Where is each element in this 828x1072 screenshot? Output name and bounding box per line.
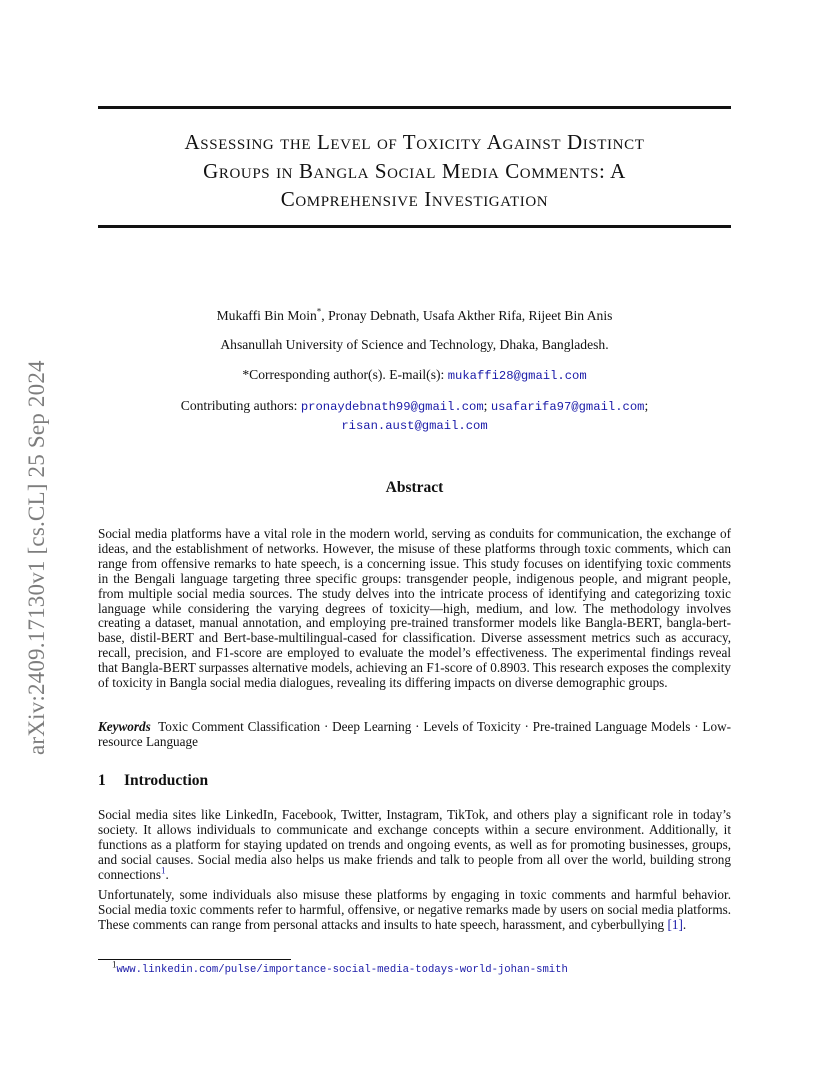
title-line: Groups in Bangla Social Media Comments: A [203, 158, 626, 183]
contributing-email-link[interactable]: pronaydebnath99@gmail.com [300, 400, 484, 414]
author-list [98, 307, 731, 324]
abstract-heading: Abstract [385, 479, 444, 496]
contributing-email-link[interactable]: usafarifa97@gmail.com [490, 400, 645, 414]
title-line: Comprehensive Investigation [280, 187, 549, 211]
corresponding-author [98, 366, 731, 385]
footnote [112, 959, 568, 976]
keywords-text: Toxic Comment Classification · Deep Learning · Levels of Toxicity · Pre-trained Language Models · Low-resource Language [98, 719, 731, 749]
abstract-text: Social media platforms have a vital role in the modern world, serving as conduits for communication, the exchange of ideas, and the establishment of networks. However, the misuse of these platforms through toxic comments, which can range from offensive remarks to hate speech, is a concerning issue. This study focuses on identifying toxic comments in the Bengali language targeting three specific groups: transgender people, indigenous people, and migrant people, from multiple social media sources. The study delves into the intricate process of identifying and categorizing toxic language while considering the varying degrees of toxicity—high, medium, and low. The methodology involves creating a dataset, manual annotation, and employing pre-trained transformer models like Bangla-BERT, bangla-bert-base, distil-BERT and Bert-base-multilingual-cased for classification. Diverse assessment metrics such as accuracy, recall, precision, and F1-score are employed to evaluate the model’s effectiveness. The experimental findings reveal that Bangla-BERT surpasses alternative models, achieving an F1-score of 0.8903. This research exposes the complexity of toxicity in Bangla social media dialogues, revealing its differing impacts on diverse demographic groups. [98, 526, 731, 691]
corresponding-label: *Corresponding author(s). E-mail(s): [242, 367, 448, 382]
affiliation: Ahsanullah University of Science and Technology, Dhaka, Bangladesh. [220, 337, 609, 352]
title-top-rule [98, 106, 731, 109]
footnote-url-link[interactable]: www.linkedin.com/pulse/importance-social-media-todays-world-johan-smith [116, 964, 568, 976]
footnote-ref-link[interactable]: 1 [161, 865, 166, 876]
intro-paragraph-2-end: . [682, 916, 687, 932]
section-heading-introduction [98, 772, 208, 790]
arxiv-stamp-text: arXiv:2409.17130v1 [cs.CL] 25 Sep 2024 [24, 360, 49, 755]
contributing-authors: Contributing authors: pronaydebnath99@gmail.com; usafarifa97@gmail.com; risan.aust@gmail.com [180, 398, 649, 433]
title-bottom-rule [98, 225, 731, 228]
paper-title [98, 128, 731, 214]
keywords [98, 720, 731, 750]
intro-paragraph-1 [98, 808, 731, 883]
intro-paragraph-1-end: . [165, 866, 169, 882]
intro-paragraph-1-text: Social media sites like LinkedIn, Facebook, Twitter, Instagram, TikTok, and others play a significant role in today’s society. It allows individuals to communicate and exchange concepts within a secure environment. Additionally, it functions as a platform for staying updated on trends and ongoing events, as well as for promoting businesses, groups, and social causes. Social media also helps us make friends and talk to people from all over the world, building strong connections [98, 807, 731, 882]
contributing-label: Contributing authors: [180, 398, 301, 413]
intro-paragraph-2 [98, 888, 731, 933]
intro-paragraph-2-text: Unfortunately, some individuals also misuse these platforms by engaging in toxic comments and harmful behavior. Social media toxic comments refer to harmful, offensive, or negative remarks made by users on social media platforms. These comments can range from personal attacks and insults to hate speech, harassment, and cyberbullying [98, 887, 731, 932]
author-rest: , Pronay Debnath, Usafa Akther Rifa, Rijeet Bin Anis [321, 308, 613, 323]
section-number: 1 [98, 772, 106, 789]
footnote-rule [98, 959, 291, 960]
author-first: Mukaffi Bin Moin [216, 308, 317, 323]
footnote-mark: 1 [112, 959, 117, 970]
citation-link[interactable]: [1] [667, 916, 683, 932]
corresponding-mark: * [316, 306, 322, 317]
keywords-label: Keywords [98, 719, 151, 734]
arxiv-stamp [22, 285, 52, 755]
contributing-email-link[interactable]: risan.aust@gmail.com [341, 419, 488, 433]
section-title: Introduction [124, 772, 209, 789]
corresponding-email-link[interactable]: mukaffi28@gmail.com [447, 369, 587, 383]
title-line: Assessing the Level of Toxicity Against Distinct [184, 130, 645, 154]
